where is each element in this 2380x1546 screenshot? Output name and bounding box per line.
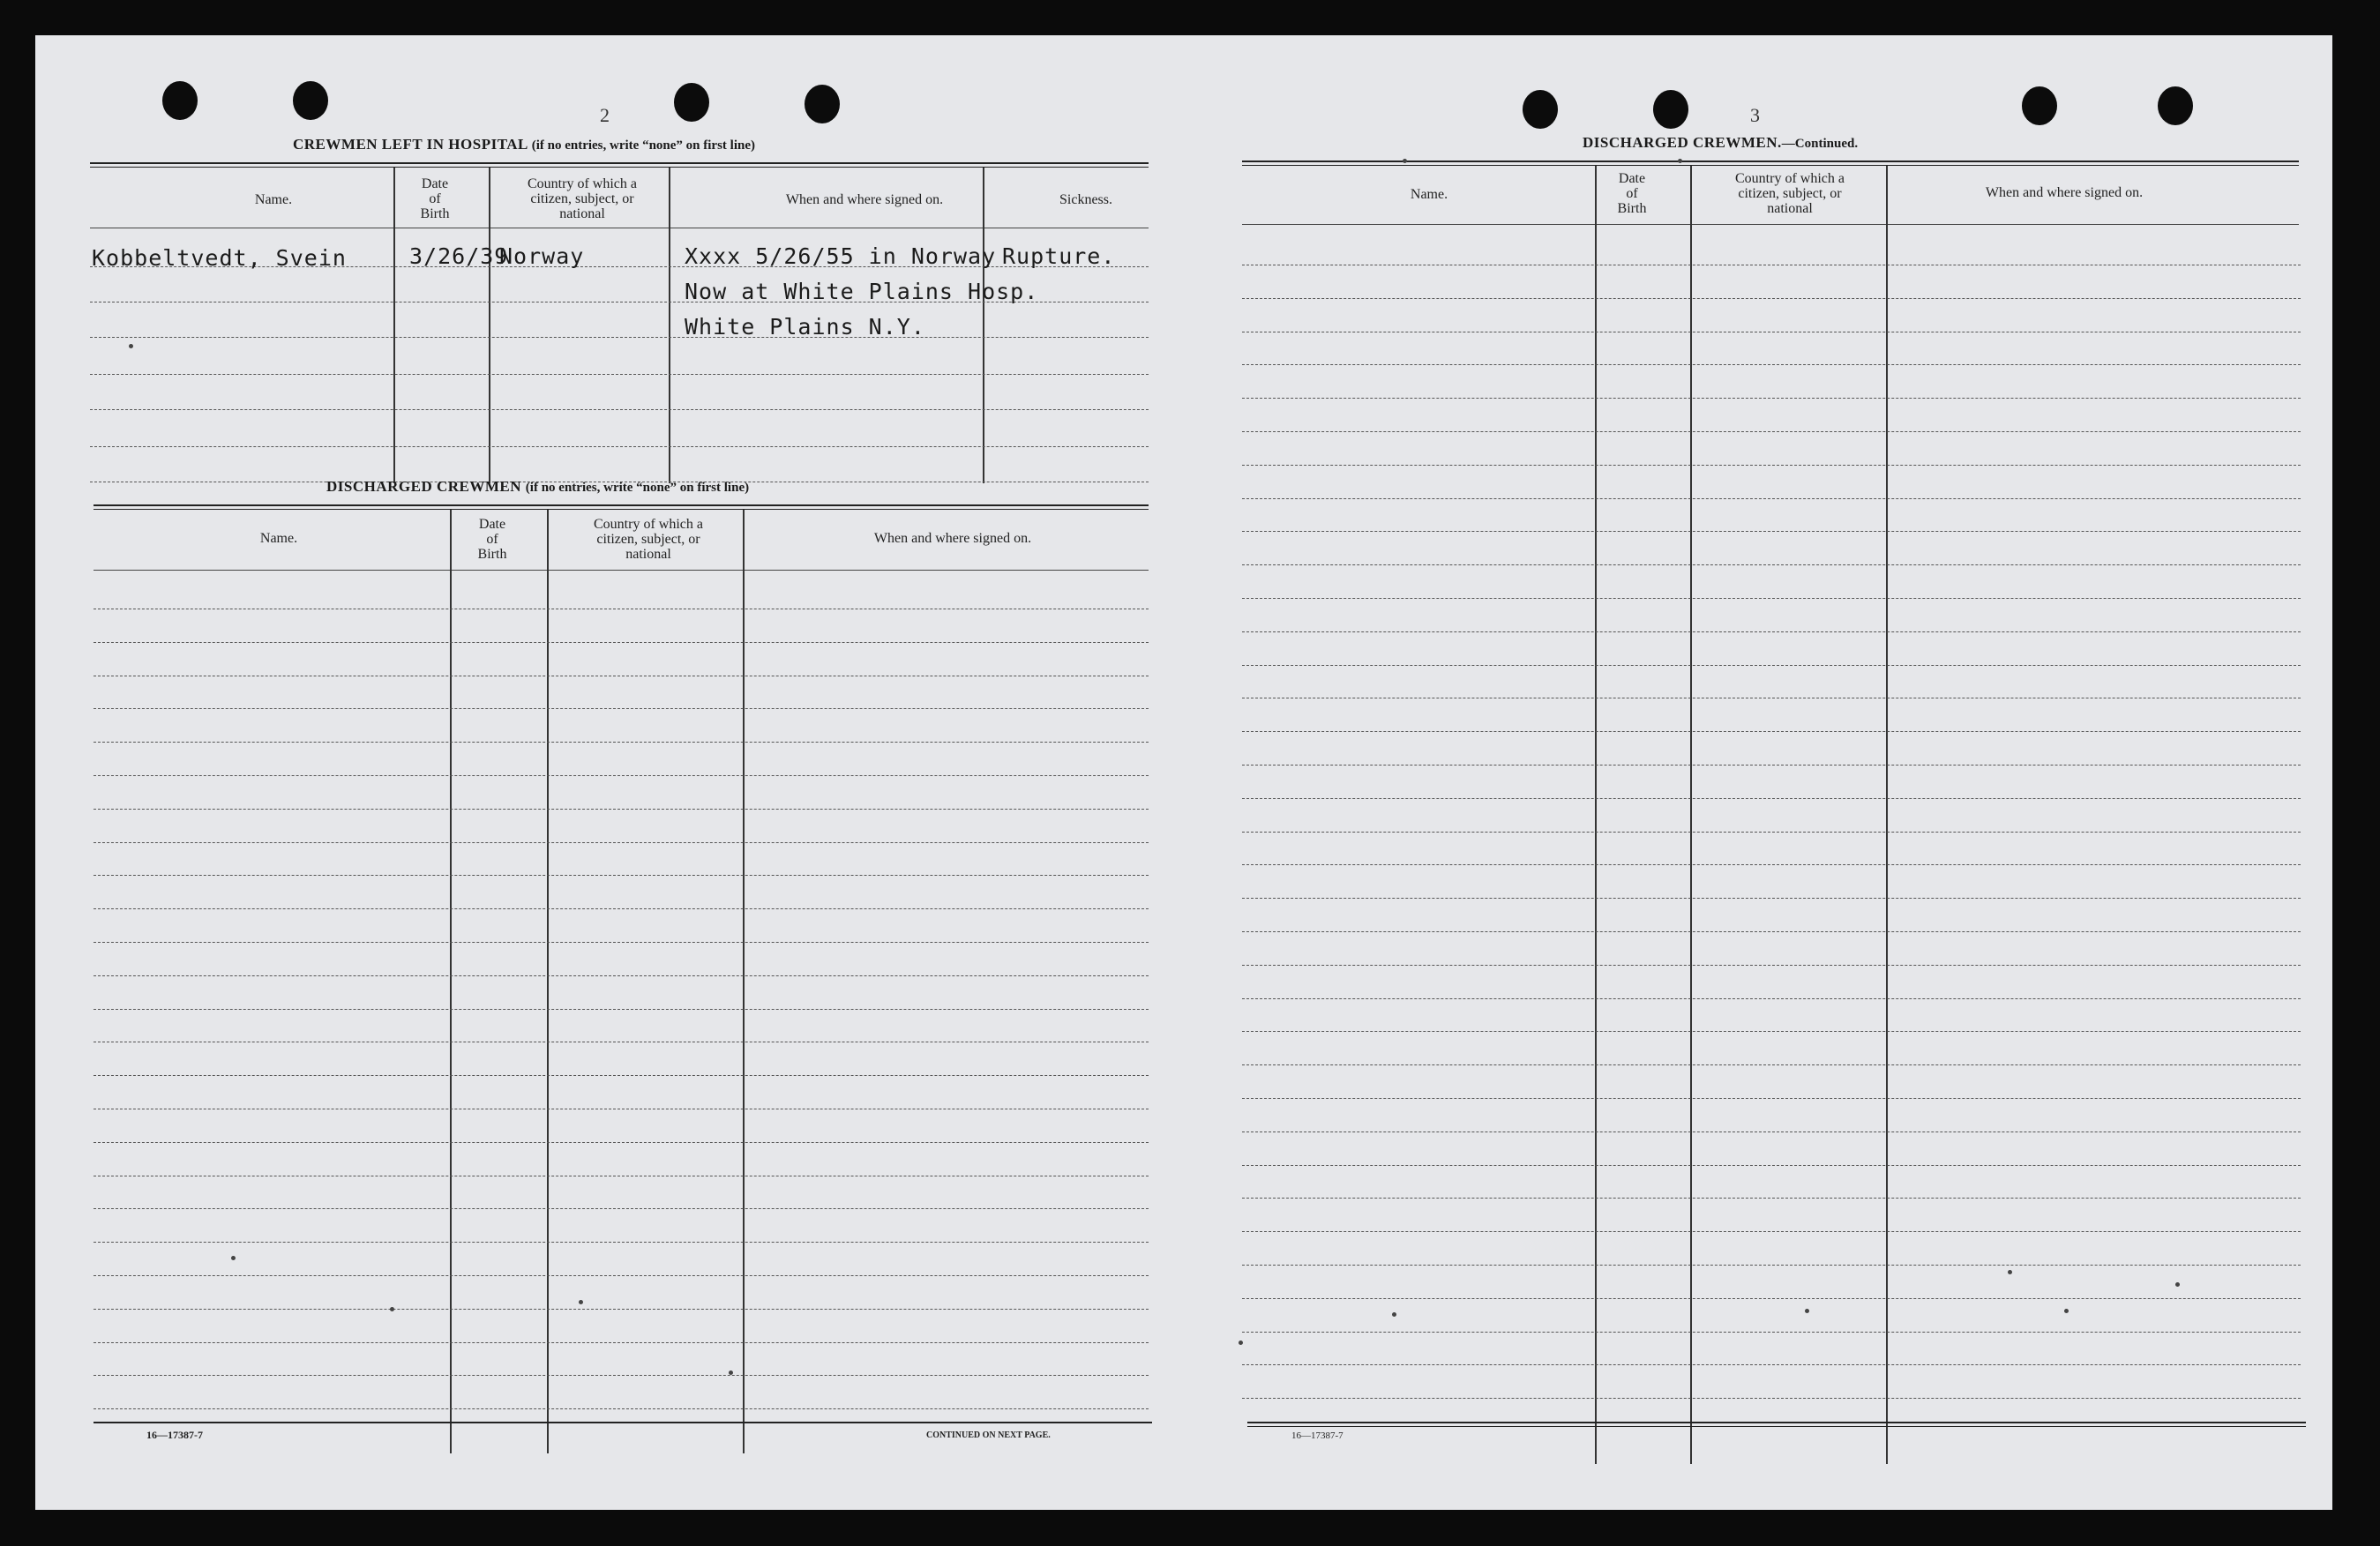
punch-hole (293, 81, 328, 120)
form-number: 16—17387-7 (1291, 1430, 1343, 1441)
right-top-rule (1242, 161, 2299, 162)
ledger-row-line (1242, 1265, 2301, 1266)
ledger-row-line (94, 775, 1149, 776)
ledger-row-line (1242, 731, 2301, 732)
form-number: 16—17387-7 (146, 1429, 203, 1441)
hospital-col-divider (669, 168, 670, 483)
punch-hole (2158, 86, 2193, 125)
ledger-row-line (1242, 898, 2301, 899)
ledger-row-line (1242, 1064, 2301, 1065)
ledger-row-line (1242, 398, 2301, 399)
hospital-header-sickness: Sickness. (1059, 192, 1112, 207)
discharged-header-underline (94, 570, 1149, 571)
hospital-header-signed: When and where signed on. (785, 192, 944, 207)
ledger-row-line (94, 1408, 1149, 1409)
right-header-dob: Date of Birth (1617, 171, 1647, 216)
right-header-signed: When and where signed on. (1985, 185, 2144, 200)
ledger-row-line (1242, 631, 2301, 632)
ledger-row-line (1242, 598, 2301, 599)
ledger-row-line (1242, 465, 2301, 466)
ledger-row-line (1242, 1131, 2301, 1132)
hospital-entry-signed-line-1: Xxxx 5/26/55 in Norway (685, 243, 997, 269)
ledger-row-line (94, 708, 1149, 709)
discharged-header-country: Country of which a citizen, subject, or national (594, 517, 703, 562)
ledger-row-line (1242, 1364, 2301, 1365)
ledger-row-line (94, 642, 1149, 643)
scan-speck (1805, 1309, 1809, 1313)
right-header-country: Country of which a citizen, subject, or national (1735, 171, 1845, 216)
hospital-header-name: Name. (254, 192, 293, 207)
discharged-title-note: (if no entries, write “none” on first line) (525, 481, 750, 495)
punch-hole (805, 85, 840, 123)
ledger-row-line (1242, 798, 2301, 799)
right-bottom-rule-thin (1247, 1426, 2306, 1427)
hospital-entry-signed-line-3: White Plains N.Y. (685, 314, 925, 340)
ledger-row-line (94, 1242, 1149, 1243)
ledger-row-line (1242, 298, 2301, 299)
ledger-row-line (1242, 431, 2301, 432)
punch-hole (1523, 90, 1558, 129)
hospital-header-country: Country of which a citizen, subject, or national (528, 176, 637, 221)
punch-hole (162, 81, 198, 120)
ledger-row-line (1242, 498, 2301, 499)
ledger-row-line (1242, 665, 2301, 666)
page-number: 3 (1750, 104, 1760, 126)
hospital-top-rule-thin (90, 167, 1149, 168)
ledger-row-line (1242, 765, 2301, 766)
punch-hole (674, 83, 709, 122)
scan-speck (2175, 1282, 2180, 1287)
ledger-row-line (1242, 364, 2301, 365)
discharged-title-text: DISCHARGED CREWMEN (326, 478, 522, 495)
scan-speck (2064, 1309, 2069, 1313)
ledger-row-line (94, 742, 1149, 743)
ledger-row-line (1242, 531, 2301, 532)
scan-speck (390, 1307, 394, 1311)
hospital-section-title (293, 136, 755, 153)
right-header-underline (1242, 224, 2299, 225)
ledger-row-line (1242, 931, 2301, 932)
hospital-row-line (90, 409, 1149, 410)
ledger-row-line (94, 875, 1149, 876)
punch-hole (1653, 90, 1688, 129)
hospital-col-divider (489, 168, 490, 483)
scan-speck (1392, 1312, 1396, 1317)
ledger-row-line (94, 1009, 1149, 1010)
ledger-row-line (1242, 864, 2301, 865)
hospital-row-line (90, 446, 1149, 447)
ledger-row-line (94, 809, 1149, 810)
manifest-sheet (35, 35, 2332, 1510)
right-header-name: Name. (1410, 187, 1448, 202)
ledger-row-line (94, 842, 1149, 843)
scan-speck (1403, 159, 1407, 163)
ledger-row-line (94, 1309, 1149, 1310)
scan-speck (129, 344, 133, 348)
ledger-row-line (1242, 1332, 2301, 1333)
ledger-row-line (94, 1142, 1149, 1143)
discharged-top-rule (94, 504, 1149, 506)
hospital-row-line (90, 374, 1149, 375)
right-bottom-rule (1247, 1422, 2306, 1423)
ledger-row-line (94, 1275, 1149, 1276)
hospital-entry-country: Norway (499, 243, 585, 269)
right-title-cont: —Continued. (1781, 137, 1859, 151)
punch-hole (2022, 86, 2057, 125)
ledger-row-line (94, 975, 1149, 976)
hospital-title-note: (if no entries, write “none” on first line) (531, 138, 755, 153)
right-section-title (1583, 134, 1858, 152)
left-bottom-rule (94, 1422, 1152, 1423)
ledger-row-line (1242, 1098, 2301, 1099)
hospital-top-rule (90, 162, 1149, 164)
ledger-row-line (94, 1208, 1149, 1209)
hospital-entry-name: Kobbeltvedt, Svein (92, 245, 347, 271)
hospital-entry-dob: 3/26/39 (409, 243, 509, 269)
right-col-divider (1690, 166, 1692, 1464)
ledger-row-line (94, 1375, 1149, 1376)
right-top-rule-thin (1242, 165, 2299, 166)
ledger-row-line (1242, 564, 2301, 565)
hospital-row-line (90, 337, 1149, 338)
hospital-title-text: CREWMEN LEFT IN HOSPITAL (293, 136, 528, 153)
right-title-text: DISCHARGED CREWMEN. (1583, 134, 1782, 151)
hospital-col-divider (393, 168, 395, 483)
hospital-col-divider (983, 168, 984, 483)
discharged-section-title (326, 478, 749, 496)
right-col-divider (1886, 166, 1888, 1464)
ledger-row-line (94, 942, 1149, 943)
scan-speck (1239, 1341, 1243, 1345)
ledger-row-line (1242, 1165, 2301, 1166)
scan-speck (579, 1300, 583, 1304)
scan-speck (729, 1370, 733, 1375)
discharged-header-name: Name. (259, 531, 298, 546)
discharged-header-signed: When and where signed on. (873, 531, 1032, 546)
ledger-row-line (94, 1075, 1149, 1076)
ledger-row-line (1242, 1398, 2301, 1399)
hospital-entry-signed-line-2: Now at White Plains Hosp. (685, 279, 1039, 304)
discharged-top-rule-thin (94, 509, 1149, 510)
scan-speck (231, 1256, 236, 1260)
discharged-col-divider (743, 510, 745, 1453)
ledger-row-line (1242, 1031, 2301, 1032)
continued-note: CONTINUED ON NEXT PAGE. (926, 1430, 1051, 1440)
ledger-row-line (1242, 1198, 2301, 1199)
discharged-col-divider (450, 510, 452, 1453)
scan-speck (1678, 159, 1682, 163)
discharged-header-dob: Date of Birth (477, 517, 507, 562)
hospital-entry-sickness: Rupture. (1002, 243, 1116, 269)
right-col-divider (1595, 166, 1597, 1464)
page-number: 2 (600, 104, 610, 126)
scan-speck (2008, 1270, 2012, 1274)
ledger-row-line (1242, 965, 2301, 966)
ledger-row-line (1242, 832, 2301, 833)
ledger-row-line (1242, 998, 2301, 999)
discharged-col-divider (547, 510, 549, 1453)
ledger-row-line (1242, 1298, 2301, 1299)
ledger-row-line (1242, 1231, 2301, 1232)
ledger-row-line (94, 908, 1149, 909)
hospital-header-dob: Date of Birth (420, 176, 450, 221)
ledger-row-line (94, 1342, 1149, 1343)
